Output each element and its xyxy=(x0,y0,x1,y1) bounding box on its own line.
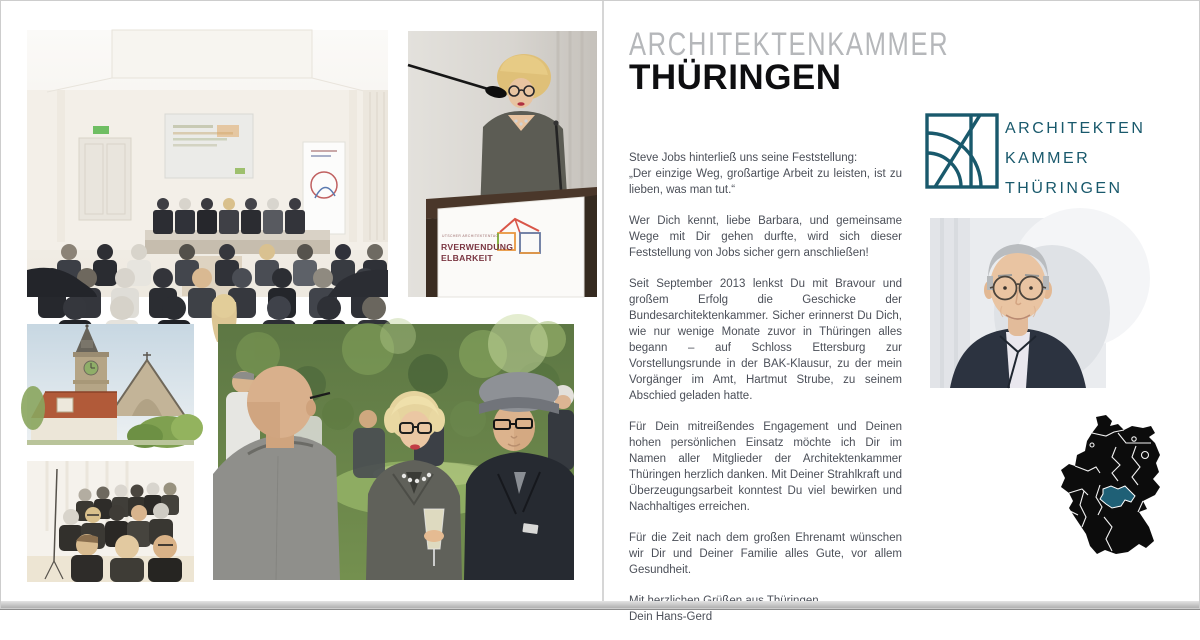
letter-intro: Steve Jobs hinterließ uns seine Feststellung: xyxy=(629,152,858,164)
letter-paragraph xyxy=(629,150,902,198)
scrollbar-strip xyxy=(0,601,1200,610)
germany-outline xyxy=(1061,415,1160,554)
podium-text-line1: RVERWENDUNG xyxy=(441,242,514,252)
photo-speaker-podium xyxy=(408,31,597,297)
photo-seated-audience xyxy=(27,461,194,582)
photo-castle-church xyxy=(27,324,194,445)
page-title-line1: ARCHITEKTENKAMMER xyxy=(629,26,950,62)
chamber-logo-line2: KAMMER xyxy=(1005,150,1091,167)
page-title-line2: THÜRINGEN xyxy=(629,58,842,97)
letter-paragraph: Seit September 2013 lenkst Du mit Bravour und großem Erfolg die Geschicke der Bundesarchitektenkammer. Sicher erinnerst Du Dich, wie nur wenige Monate zuvor in Thüringen alles begann – auf Schloss Ettersburg zur Vorstellungsrunde in der BAK-Klausur, zu der mein Vorgänger im Amt, Hartmut Strube, zu seinem Abschied geladen hatte. xyxy=(629,278,902,402)
chamber-logo-line3: THÜRINGEN xyxy=(1005,180,1123,197)
photo-garden-reception xyxy=(218,324,574,580)
podium-text-line2: ELBARKEIT xyxy=(441,253,493,263)
germany-map-thueringen-highlight xyxy=(1048,413,1178,583)
letter-quote: „Der einzige Weg, großartige Arbeit zu leisten, ist zu lieben, was man tut.“ xyxy=(629,168,902,196)
chamber-logo-line1: ARCHITEKTEN xyxy=(1005,120,1146,137)
letter-paragraph: Für die Zeit nach dem großen Ehrenamt wünschen wir Dir und Deiner Familie alles Gute, vor allem Gesundheit. xyxy=(629,532,902,576)
letter-paragraph: Für Dein mitreißendes Engagement und Deinen hohen persönlichen Einsatz möchte ich Dir im Namen aller Mitglieder der Architektenkammer Thüringen herzlich danken. Mit Deiner Strahlkraft und Überzeugungsarbeit konntest Du viel bewirken und Nachhaltiges erreichen. xyxy=(629,421,902,513)
photo-conference-hall xyxy=(27,30,388,297)
page-gutter xyxy=(602,0,604,601)
letter-text xyxy=(629,150,902,640)
chamber-logo xyxy=(925,112,1185,197)
letter-paragraph: Wer Dich kennt, liebe Barbara, und gemeinsame Wege mit Dir gehen durfte, wird sich dieser Feststellung von Jobs sicher gern anschließen! xyxy=(629,215,902,259)
podium-small-text: UTSCHER ARCHITEKTENTAG xyxy=(442,234,499,238)
photo-portrait-hans-gerd xyxy=(930,218,1106,388)
signoff-line2: Dein Hans-Gerd xyxy=(629,611,713,623)
architects-chamber-logo-icon xyxy=(925,113,999,189)
